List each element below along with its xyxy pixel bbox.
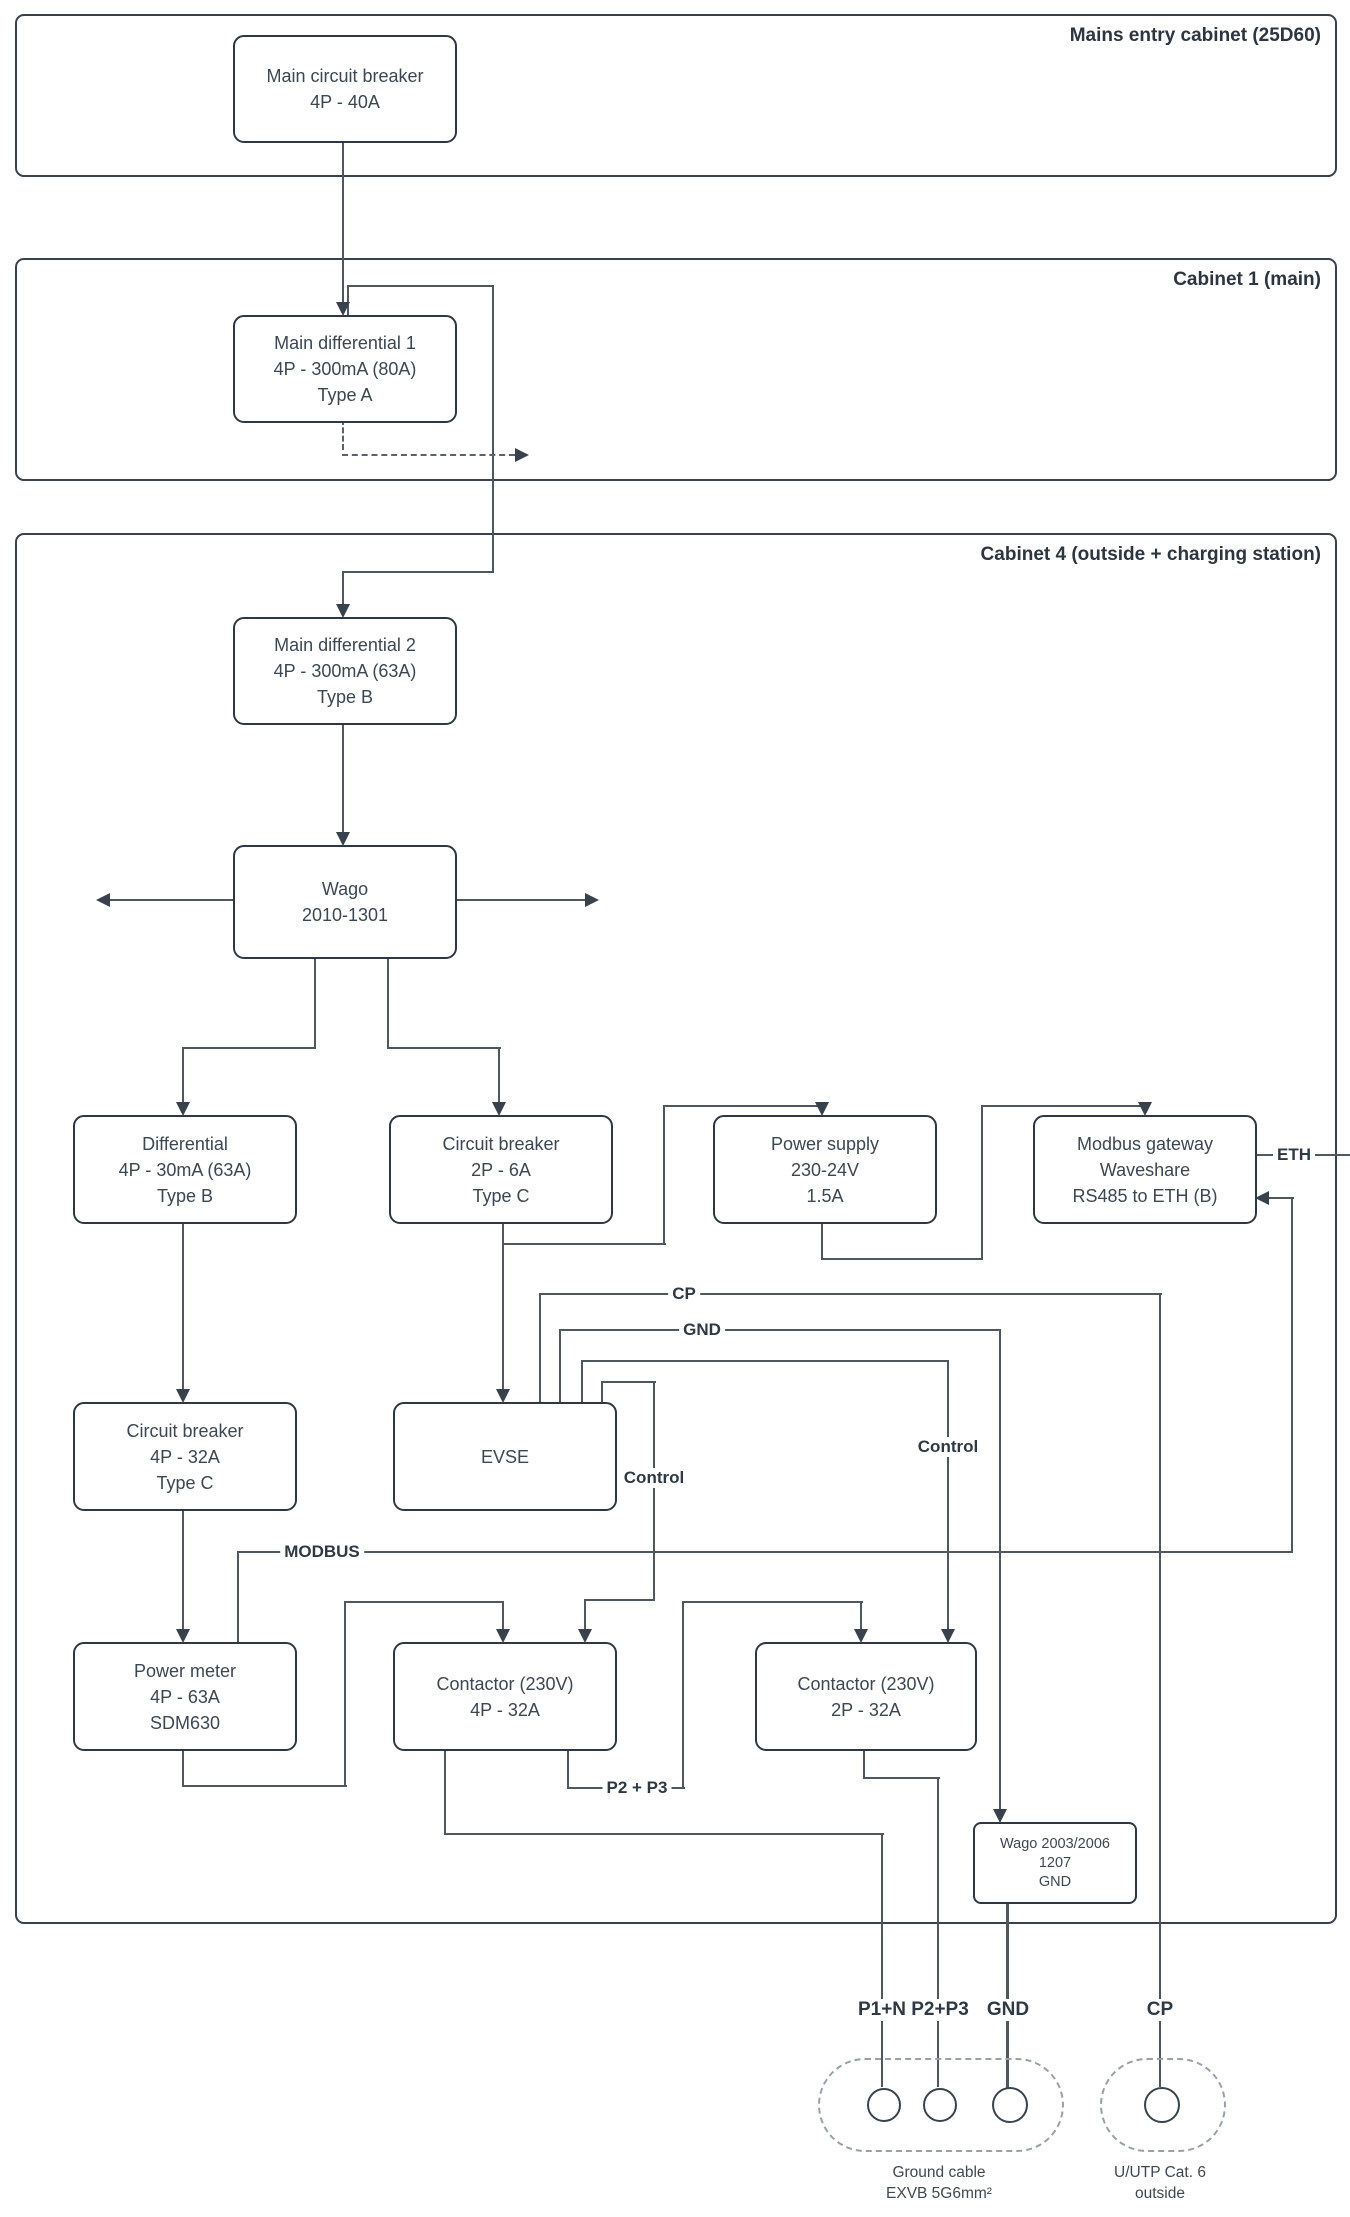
pin-circle-p1n — [867, 2088, 901, 2122]
wire — [182, 1747, 184, 1787]
node-text: 1.5A — [806, 1185, 844, 1206]
node-text: Wago 2003/2006 — [1000, 1835, 1110, 1852]
wire — [502, 1243, 666, 1245]
wire — [663, 1105, 823, 1107]
wire — [502, 1601, 504, 1631]
node-circuit-breaker-4p — [73, 1402, 297, 1511]
node-text: 4P - 300mA (80A) — [273, 359, 417, 379]
arrow-down-icon — [941, 1629, 955, 1643]
wire — [387, 1047, 501, 1049]
wire — [821, 1258, 983, 1260]
node-text: 2010-1301 — [301, 905, 389, 925]
arrow-down-icon — [176, 1102, 190, 1116]
cabinet-1-title: Cabinet 1 (main) — [1173, 269, 1321, 290]
wire — [981, 1105, 1146, 1107]
pin-label-gnd: GND — [983, 1999, 1033, 2021]
wire — [182, 1220, 184, 1391]
node-circuit-breaker-2p — [389, 1115, 613, 1224]
wire — [981, 1105, 983, 1260]
label-control-mid: Control — [620, 1468, 688, 1488]
node-text: 1207 — [1038, 1854, 1072, 1871]
arrow-down-icon — [496, 1389, 510, 1403]
wire — [863, 1777, 940, 1779]
node-contactor-2p — [755, 1642, 977, 1751]
wire — [444, 1833, 884, 1835]
node-text: Power supply — [770, 1133, 880, 1154]
label-cp: CP — [668, 1284, 700, 1304]
wire — [237, 1551, 239, 1642]
node-text: SDM630 — [149, 1712, 221, 1733]
node-text: Type B — [156, 1185, 214, 1206]
node-text: Type A — [317, 385, 373, 405]
wire — [342, 721, 344, 834]
node-contactor-4p — [393, 1642, 617, 1751]
label-control-right: Control — [914, 1437, 982, 1457]
wire — [1159, 1293, 1161, 2087]
cabinet-4-title: Cabinet 4 (outside + charging station) — [980, 544, 1321, 565]
wire — [682, 1601, 684, 1789]
node-text: 4P - 40A — [310, 92, 380, 112]
node-text: Type C — [472, 1185, 530, 1206]
arrow-down-icon — [854, 1629, 868, 1643]
node-text: 230-24V — [790, 1159, 860, 1180]
wire — [581, 1360, 949, 1362]
node-text: Type B — [316, 687, 374, 707]
arrow-down-icon — [815, 1102, 829, 1116]
node-power-supply — [713, 1115, 937, 1224]
cabinet-mains-entry — [15, 14, 1337, 177]
arrow-down-icon — [336, 604, 350, 618]
dashed-wire — [342, 419, 344, 450]
wire — [559, 1329, 1001, 1331]
node-text: 4P - 300mA (63A) — [273, 661, 417, 681]
node-text: Power meter — [133, 1660, 237, 1681]
wire — [881, 1833, 883, 2087]
arrow-down-icon — [176, 1389, 190, 1403]
caption-ground-cable — [886, 2162, 992, 2204]
node-text: Differential — [142, 1133, 228, 1154]
node-text: Main differential 1 — [274, 333, 416, 353]
wire — [653, 1381, 655, 1601]
wire — [444, 1747, 446, 1835]
label-gnd: GND — [679, 1320, 725, 1340]
wire — [502, 1220, 504, 1391]
arrow-down-icon — [578, 1629, 592, 1643]
caption-line: EXVB 5G6mm² — [886, 2185, 992, 2202]
caption-line: U/UTP Cat. 6 — [1114, 2164, 1206, 2181]
wire — [344, 1601, 346, 1787]
wire — [182, 1047, 184, 1104]
node-text: 4P - 63A — [150, 1686, 220, 1707]
arrow-down-icon — [1138, 1102, 1152, 1116]
pin-label-cp: CP — [1143, 1999, 1177, 2021]
wire — [182, 1785, 347, 1787]
wire — [559, 1330, 561, 1402]
wire — [581, 1361, 583, 1402]
arrow-down-icon — [496, 1629, 510, 1643]
node-text: Wago — [321, 879, 369, 899]
node-text: 2P - 32A — [831, 1699, 901, 1720]
node-text: 2P - 6A — [471, 1159, 531, 1180]
node-text: EVSE — [480, 1446, 530, 1467]
node-text: RS485 to ETH (B) — [1072, 1185, 1218, 1206]
arrow-right-icon — [515, 448, 529, 462]
wire — [314, 955, 316, 1049]
node-text: GND — [1038, 1873, 1072, 1890]
wire — [863, 1747, 865, 1779]
node-text: Circuit breaker — [126, 1420, 244, 1441]
arrow-down-icon — [993, 1809, 1007, 1823]
pin-circle-p2p3 — [923, 2088, 957, 2122]
wire — [999, 1329, 1001, 1811]
node-wago-gnd — [973, 1822, 1137, 1904]
wire — [567, 1747, 569, 1789]
cabinet-1 — [15, 258, 1337, 481]
label-modbus: MODBUS — [280, 1542, 364, 1562]
node-wago-terminal — [233, 845, 457, 959]
node-text: Contactor (230V) — [436, 1673, 574, 1694]
wire — [387, 955, 389, 1049]
wire — [539, 1293, 1162, 1295]
node-main-differential-1 — [233, 315, 457, 423]
arrow-down-icon — [492, 1102, 506, 1116]
node-text: Main differential 2 — [274, 635, 416, 655]
wire — [601, 1382, 603, 1402]
wire — [182, 1507, 184, 1631]
caption-utp-cable — [1114, 2162, 1206, 2204]
arrow-left-icon — [1255, 1191, 1269, 1205]
wire — [453, 899, 587, 901]
wire — [342, 139, 344, 304]
node-text: 4P - 30mA (63A) — [118, 1159, 252, 1180]
label-p2-p3: P2 + P3 — [603, 1778, 672, 1798]
arrow-down-icon — [336, 832, 350, 846]
wire — [498, 1047, 500, 1104]
node-text: 4P - 32A — [470, 1699, 540, 1720]
node-main-differential-2 — [233, 617, 457, 725]
wire — [342, 571, 344, 606]
wire — [182, 1047, 316, 1049]
cabinet-mains-title: Mains entry cabinet (25D60) — [1069, 25, 1321, 46]
node-text: Circuit breaker — [442, 1133, 560, 1154]
wire — [584, 1599, 655, 1601]
wire — [937, 1777, 939, 2087]
pin-circle-gnd — [992, 2087, 1028, 2123]
node-text: Main circuit breaker — [266, 66, 424, 86]
node-modbus-gateway — [1033, 1115, 1257, 1224]
wire — [539, 1294, 541, 1402]
node-power-meter — [73, 1642, 297, 1751]
wire — [663, 1105, 665, 1245]
wire — [601, 1381, 656, 1383]
pin-circle-cp — [1144, 2087, 1180, 2123]
wire — [860, 1601, 862, 1631]
wire — [108, 899, 233, 901]
node-text: 4P - 32A — [150, 1446, 220, 1467]
caption-line: Ground cable — [892, 2164, 986, 2181]
node-text: Modbus gateway — [1076, 1133, 1214, 1154]
wire — [347, 285, 494, 287]
arrow-left-icon — [96, 893, 110, 907]
wire — [821, 1220, 823, 1260]
label-eth: ETH — [1273, 1145, 1315, 1165]
node-evse — [393, 1402, 617, 1511]
wire — [342, 571, 494, 573]
wire — [682, 1601, 863, 1603]
node-differential — [73, 1115, 297, 1224]
arrow-right-icon — [585, 893, 599, 907]
pin-label-p2p3: P2+P3 — [907, 1999, 973, 2021]
node-main-circuit-breaker — [233, 35, 457, 143]
node-text: Type C — [156, 1472, 214, 1493]
caption-line: outside — [1135, 2185, 1185, 2202]
node-text: Contactor (230V) — [797, 1673, 935, 1694]
wire — [237, 1551, 1293, 1553]
pin-label-p1n: P1+N — [854, 1999, 910, 2021]
dashed-wire — [342, 454, 515, 456]
wire — [344, 1601, 504, 1603]
wire — [584, 1599, 586, 1631]
wire — [492, 285, 494, 573]
arrow-down-icon — [176, 1629, 190, 1643]
node-text: Waveshare — [1099, 1159, 1191, 1180]
arrow-down-icon — [336, 302, 350, 316]
wire — [1291, 1197, 1293, 1553]
wire — [947, 1360, 949, 1631]
